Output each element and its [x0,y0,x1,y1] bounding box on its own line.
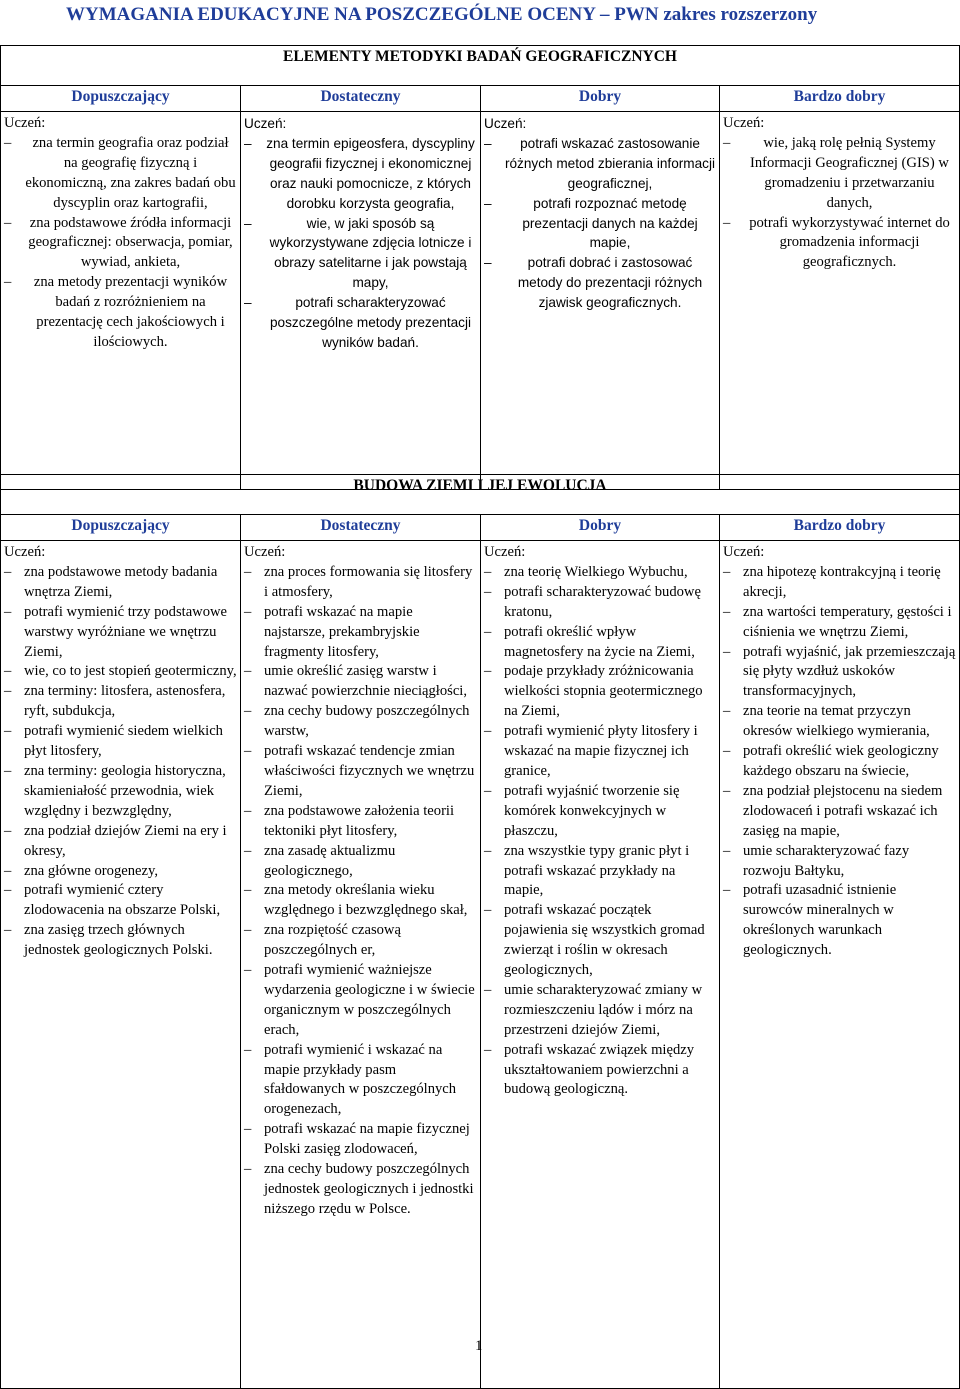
requirement-item: – potrafi wskazać związek między ukształtowaniem powierzchni a budową geologiczną. [484,1041,716,1101]
requirements-cell [1,541,241,1389]
requirement-item: – zna teorię Wielkiego Wybuchu, [484,563,716,583]
student-label: Uczeń: [484,544,526,560]
requirement-item: – zna zasięg trzech głównych jednostek geologicznych Polski. [4,921,237,961]
student-label: Uczeń: [4,544,46,560]
requirement-item: – zna termin geografia oraz podział na geografię fizyczną i ekonomiczną, zna zakres badań obu dyscyplin oraz kartografii, [4,134,237,214]
requirement-item: – zna główne orogenezy, [4,862,237,882]
requirements-table-methodology [0,45,960,490]
requirement-item: – potrafi wymienić i wskazać na mapie przykłady pasm sfałdowanych w poszczególnych orogenezach, [244,1041,477,1121]
requirement-item: – potrafi wymienić siedem wielkich płyt litosfery, [4,722,237,762]
requirement-item: – potrafi wymienić ważniejsze wydarzenia geologiczne i w świecie organicznym w poszczególnych erach, [244,961,477,1041]
grade-header-dopuszczajacy: Dopuszczający [1,86,241,112]
requirement-item: – wie, co to jest stopień geotermiczny, [4,662,237,682]
grade-header-bardzo-dobry: Bardzo dobry [720,86,960,112]
requirement-item: – zna teorie na temat przyczyn okresów wielkiego wymierania, [723,702,956,742]
requirement-item: – zna podstawowe źródła informacji geograficznej: obserwacja, pomiar, wywiad, ankieta, [4,214,237,274]
requirements-cell [1,112,241,490]
requirement-item: – potrafi określić wpływ magnetosfery na życie na Ziemi, [484,623,716,663]
requirement-item: – umie scharakteryzować fazy rozwoju Bałtyku, [723,842,956,882]
requirement-item: – wie, jaką rolę pełnią Systemy Informacji Geograficznej (GIS) w gromadzeniu i przetwarzaniu danych, [723,134,956,214]
section-heading: BUDOWA ZIEMI I JEJ EWOLUCJA [1,475,960,515]
requirement-item: – potrafi scharakteryzować budowę kratonu, [484,583,716,623]
requirement-item: – potrafi wskazać początek pojawienia się wszystkich gromad zwierząt i roślin w okresach geologicznych, [484,901,716,981]
requirement-item: – potrafi wyjaśnić tworzenie się komórek konwekcyjnych w płaszczu, [484,782,716,842]
grade-header-dobry: Dobry [481,515,720,541]
requirement-item: – zna podstawowe założenia teorii tektoniki płyt litosfery, [244,802,477,842]
requirement-item: – umie scharakteryzować zmiany w rozmieszczeniu lądów i mórz na przestrzeni dziejów Ziemi, [484,981,716,1041]
requirement-item: – zna metody określania wieku względnego i bezwzględnego skał, [244,881,477,921]
requirement-item: – zna proces formowania się litosfery i atmosfery, [244,563,477,603]
grade-header-dostateczny: Dostateczny [241,515,481,541]
requirement-item: – zna podział plejstocenu na siedem zlodowaceń i potrafi wskazać ich zasięg na mapie, [723,782,956,842]
requirement-item: – potrafi wskazać na mapie najstarsze, prekambryjskie fragmenty litosfery, [244,603,477,663]
section-heading: ELEMENTY METODYKI BADAŃ GEOGRAFICZNYCH [1,46,960,86]
requirements-list [723,134,956,273]
page-number: 1 [475,1338,483,1354]
requirements-cell [481,112,720,490]
requirement-item: – zna terminy: geologia historyczna, skamieniałość przewodnia, wiek względny i bezwzględny, [4,762,237,822]
requirement-item: – potrafi wymienić cztery zlodowacenia na obszarze Polski, [4,881,237,921]
requirement-item: – zna wszystkie typy granic płyt i potrafi wskazać przykłady na mapie, [484,842,716,902]
requirements-cell [241,541,481,1389]
requirement-item: – zna hipotezę kontrakcyjną i teorię akrecji, [723,563,956,603]
requirement-item: – zna cechy budowy poszczególnych warstw, [244,702,477,742]
student-label: Uczeń: [723,544,765,560]
page-title: WYMAGANIA EDUKACYJNE NA POSZCZEGÓLNE OCENY – PWN zakres rozszerzony [66,4,818,25]
requirement-item: – potrafi wymienić trzy podstawowe warstwy wyróżniane we wnętrzu Ziemi, [4,603,237,663]
requirement-item: – potrafi określić wiek geologiczny każdego obszaru na świecie, [723,742,956,782]
requirement-item: – potrafi wskazać zastosowanie różnych metod zbierania informacji geograficznej, [484,134,716,194]
requirements-table-earth-structure [0,474,960,1389]
requirements-list [723,563,956,961]
requirement-item: – zna rozpiętość czasową poszczególnych er, [244,921,477,961]
requirements-cell [720,541,960,1389]
grade-header-bardzo-dobry: Bardzo dobry [720,515,960,541]
requirements-list [484,134,716,313]
requirement-item: – podaje przykłady zróżnicowania wielkości stopnia geotermicznego na Ziemi, [484,662,716,722]
requirement-item: – zna cechy budowy poszczególnych jednostek geologicznych i jednostki niższego rzędu w Polsce. [244,1160,477,1220]
grade-header-dopuszczajacy: Dopuszczający [1,515,241,541]
requirement-item: – potrafi dobrać i zastosować metody do prezentacji różnych zjawisk geograficznych. [484,253,716,313]
requirements-list [244,563,477,1220]
requirement-item: – potrafi wyjaśnić, jak przemieszczają się płyty wzdłuż uskoków transformacyjnych, [723,643,956,703]
requirement-item: – wie, w jaki sposób są wykorzystywane zdjęcia lotnicze i obrazy satelitarne i jak powstają mapy, [244,214,477,294]
requirement-item: – zna podział dziejów Ziemi na ery i okresy, [4,822,237,862]
requirements-cell [481,541,720,1389]
requirement-item: – zna zasadę aktualizmu geologicznego, [244,842,477,882]
requirements-list [484,563,716,1100]
requirement-item: – potrafi scharakteryzować poszczególne metody prezentacji wyników badań. [244,293,477,353]
requirements-cell [241,112,481,490]
requirement-item: – potrafi uzasadnić istnienie surowców mineralnych w określonych warunkach geologicznych. [723,881,956,961]
requirement-item: – potrafi wskazać tendencje zmian właściwości fizycznych we wnętrzu Ziemi, [244,742,477,802]
requirement-item: – zna terminy: litosfera, astenosfera, ryft, subdukcja, [4,682,237,722]
requirements-list [4,563,237,961]
requirements-list [4,134,237,353]
student-label: Uczeń: [244,116,287,131]
requirement-item: – potrafi rozpoznać metodę prezentacji danych na każdej mapie, [484,194,716,254]
requirement-item: – zna wartości temperatury, gęstości i ciśnienia we wnętrzu Ziemi, [723,603,956,643]
student-label: Uczeń: [244,544,286,560]
grade-header-dostateczny: Dostateczny [241,86,481,112]
student-label: Uczeń: [723,115,765,131]
requirement-item: – potrafi wskazać na mapie fizycznej Polski zasięg zlodowaceń, [244,1120,477,1160]
requirements-list [244,134,477,353]
requirement-item: – zna termin epigeosfera, dyscypliny geografii fizycznej i ekonomicznej oraz nauki pomocnicze, z których dorobku korzysta geografia, [244,134,477,214]
requirement-item: – potrafi wykorzystywać internet do gromadzenia informacji geograficznych. [723,214,956,274]
requirement-item: – potrafi wymienić płyty litosfery i wskazać na mapie fizycznej ich granice, [484,722,716,782]
requirement-item: – umie określić zasięg warstw i nazwać powierzchnie nieciągłości, [244,662,477,702]
requirement-item: – zna podstawowe metody badania wnętrza Ziemi, [4,563,237,603]
grade-header-dobry: Dobry [481,86,720,112]
requirement-item: – zna metody prezentacji wyników badań z rozróżnieniem na prezentację cech jakościowych i ilościowych. [4,273,237,353]
requirements-cell [720,112,960,490]
student-label: Uczeń: [484,116,527,131]
student-label: Uczeń: [4,115,46,131]
